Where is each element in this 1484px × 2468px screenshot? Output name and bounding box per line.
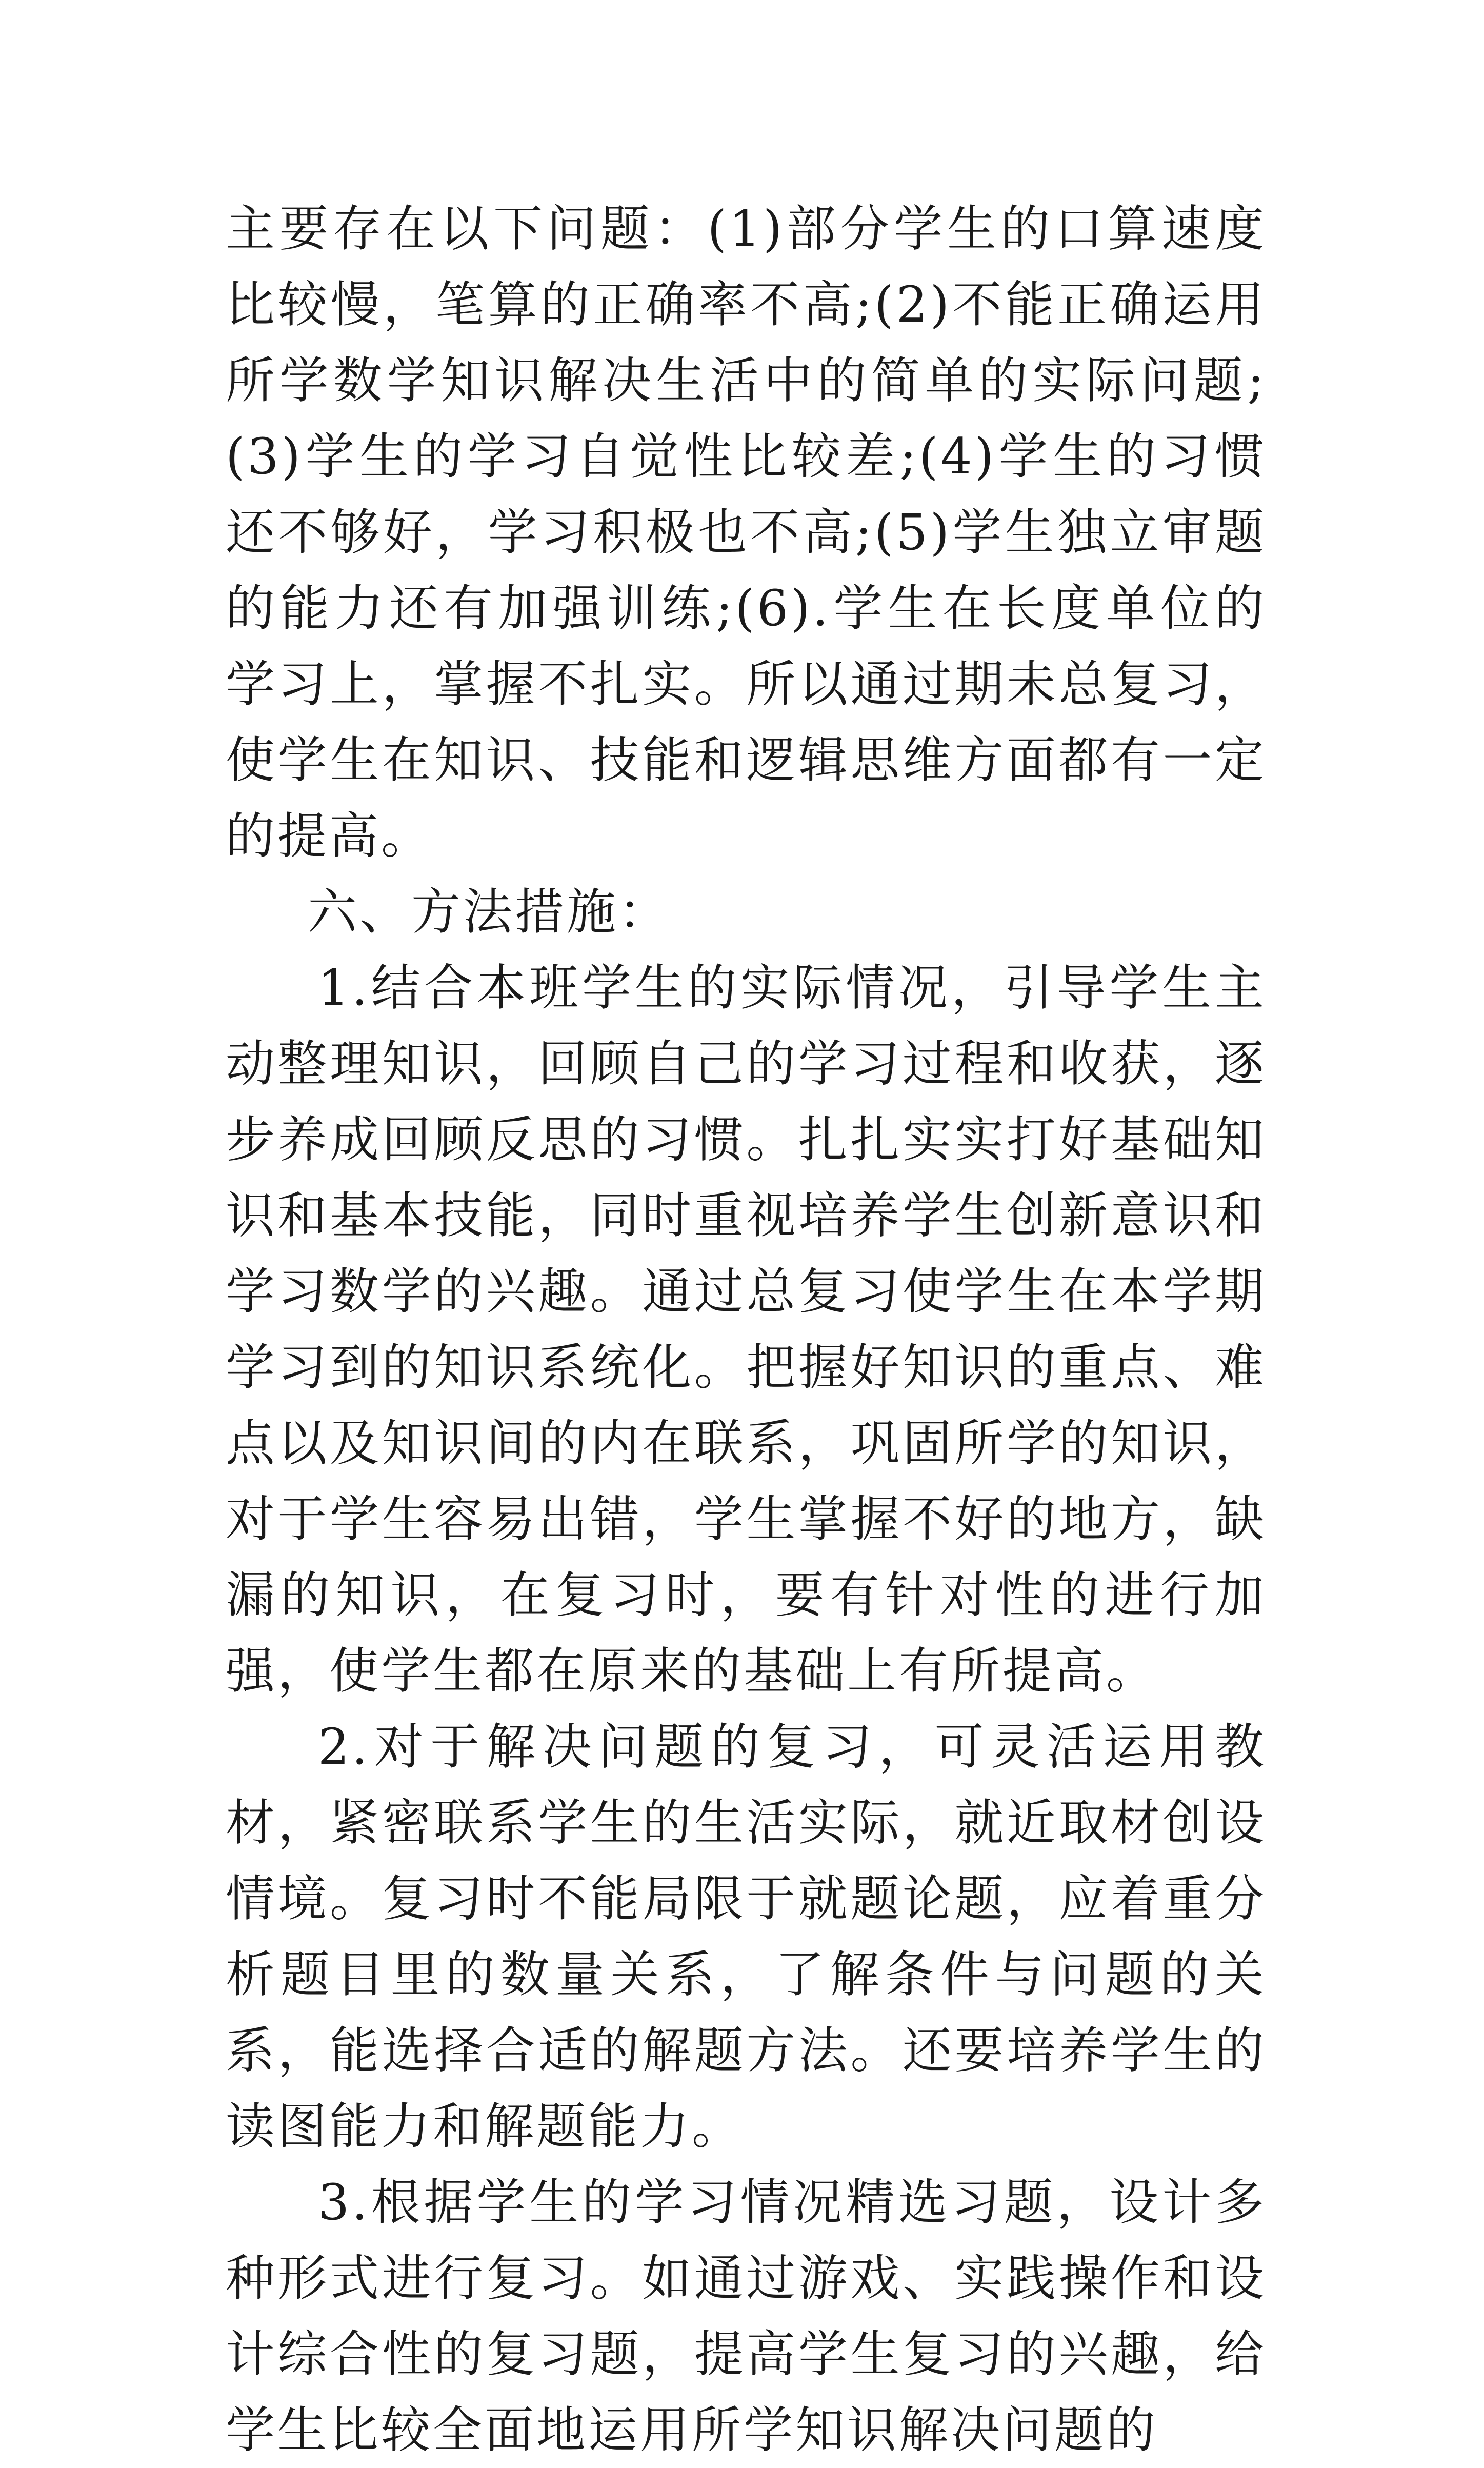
- document-body: [226, 191, 1267, 2468]
- paragraph-measure-2: 2.对于解决问题的复习，可灵活运用教材，紧密联系学生的生活实际，就近取材创设情境。复习时不能局限于就题论题，应着重分析题目里的数量关系，了解条件与问题的关系，能选择合适的解题方法。还要培养学生的读图能力和解题能力。: [226, 1718, 1267, 2155]
- paragraph-measure-1: 1.结合本班学生的实际情况，引导学生主动整理知识，回顾自己的学习过程和收获，逐步养成回顾反思的习惯。扎扎实实打好基础知识和基本技能，同时重视培养学生创新意识和学习数学的兴趣。通过总复习使学生在本学期学习到的知识系统化。把握好知识的重点、难点以及知识间的内在联系，巩固所学的知识，对于学生容易出错，学生掌握不好的地方，缺漏的知识，在复习时，要有针对性的进行加强，使学生都在原来的基础上有所提高。: [226, 959, 1267, 1700]
- paragraph-measure-3: 3.根据学生的学习情况精选习题，设计多种形式进行复习。如通过游戏、实践操作和设计综合性的复习题，提高学生复习的兴趣，给学生比较全面地运用所学知识解决问题的: [226, 2174, 1267, 2459]
- paragraph-problems: 主要存在以下问题：(1)部分学生的口算速度比较慢，笔算的正确率不高;(2)不能正确运用所学数学知识解决生活中的简单的实际问题;(3)学生的学习自觉性比较差;(4)学生的习惯还不够好，学习积极也不高;(5)学生独立审题的能力还有加强训练;(6).学生在长度单位的学习上，掌握不扎实。所以通过期未总复习，使学生在知识、技能和逻辑思维方面都有一定的提高。: [226, 200, 1267, 865]
- section-heading-methods: 六、方法措施：: [308, 883, 670, 941]
